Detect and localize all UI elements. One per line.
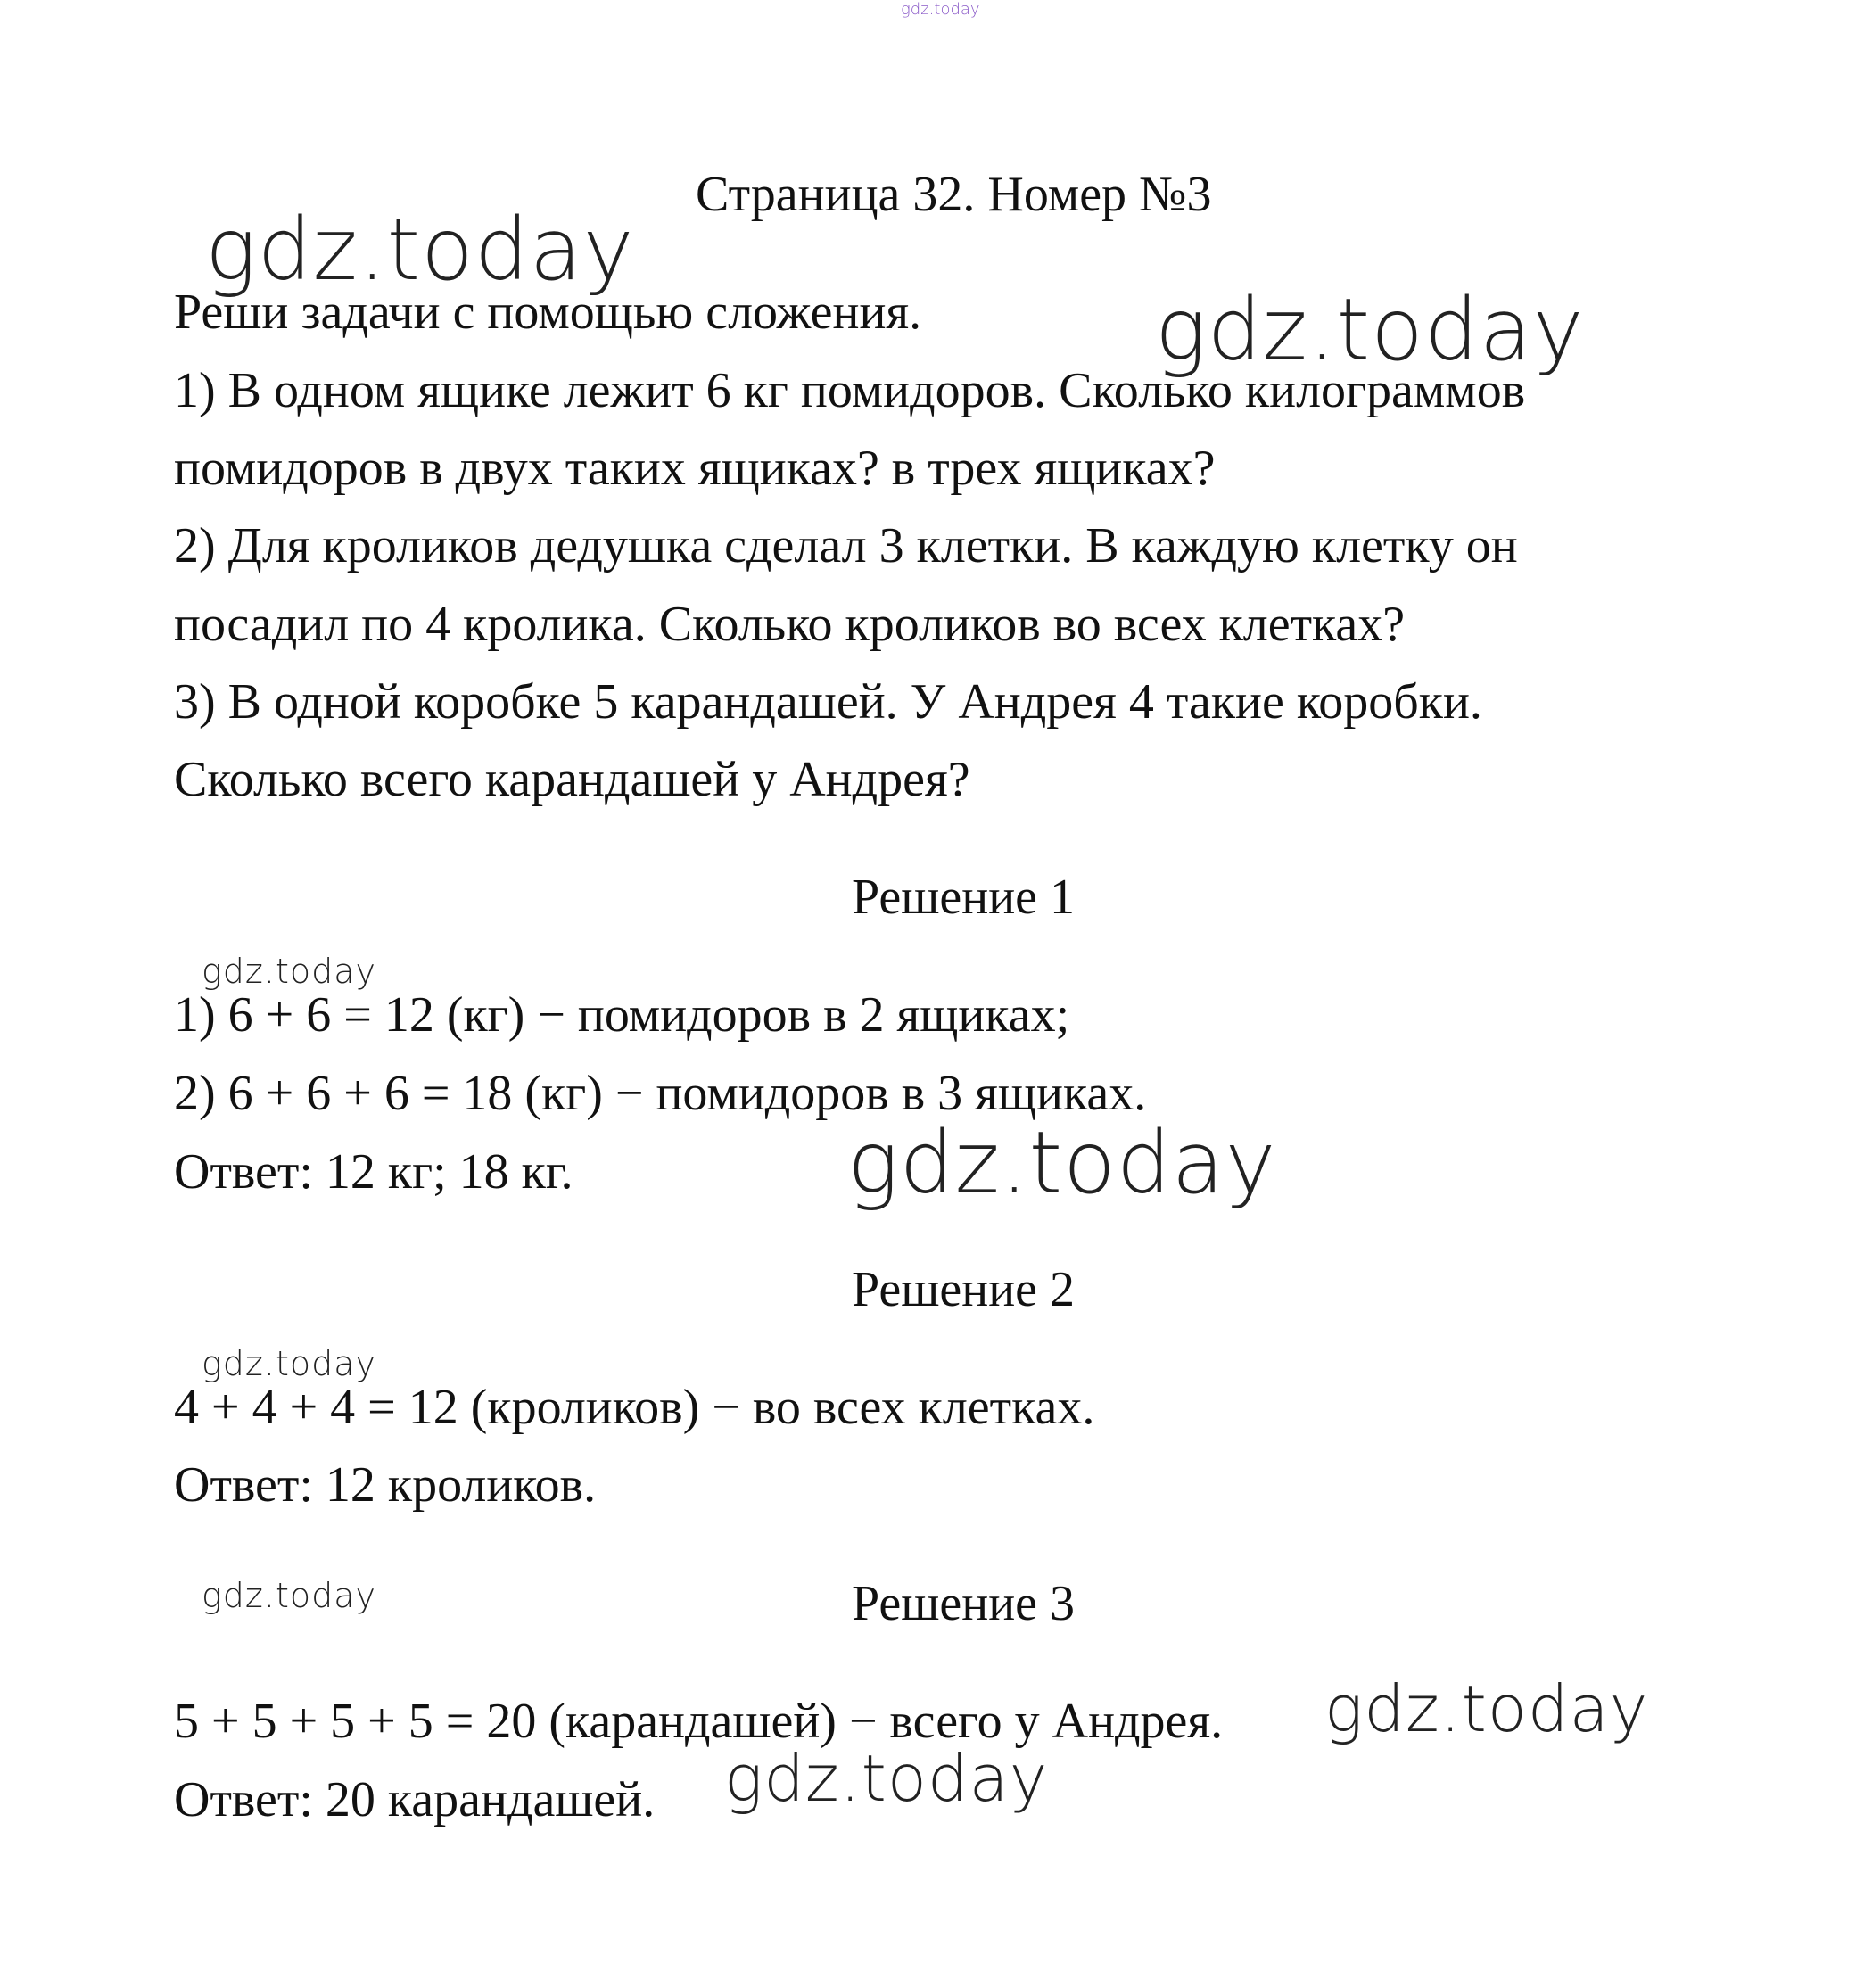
task-line: 1) В одном ящике лежит 6 кг помидоров. Сколько килограммов — [174, 363, 1526, 418]
watermark: gdz.today — [202, 1344, 376, 1383]
solution-answer: Ответ: 12 кроликов. — [174, 1457, 597, 1513]
solution-heading: Решение 1 — [852, 870, 1076, 925]
watermark: gdz.today — [202, 1576, 376, 1615]
watermark: gdz.today — [724, 1741, 1049, 1816]
task-line: помидоров в двух таких ящиках? в трех ящиках? — [174, 441, 1216, 496]
solution-answer: Ответ: 12 кг; 18 кг. — [174, 1144, 573, 1200]
solution-heading: Решение 2 — [852, 1262, 1076, 1317]
watermark: gdz.today — [1155, 280, 1585, 380]
solution-line: 5 + 5 + 5 + 5 = 20 (карандашей) − всего у Андрея. — [174, 1694, 1224, 1749]
page-title: Страница 32. Номер №3 — [696, 167, 1212, 222]
task-line: 2) Для кроликов дедушка сделал 3 клетки. В каждую клетку он — [174, 518, 1518, 573]
solution-line: 4 + 4 + 4 = 12 (кроликов) − во всех клетках. — [174, 1380, 1095, 1435]
watermark: gdz.today — [1324, 1671, 1649, 1746]
solution-line: 1) 6 + 6 = 12 (кг) − помидоров в 2 ящиках; — [174, 987, 1070, 1043]
solution-line: 2) 6 + 6 + 6 = 18 (кг) − помидоров в 3 ящиках. — [174, 1066, 1147, 1121]
task-line: Сколько всего карандашей у Андрея? — [174, 752, 970, 807]
watermark: gdz.today — [205, 200, 635, 300]
solution-answer: Ответ: 20 карандашей. — [174, 1772, 656, 1827]
watermark: gdz.today — [847, 1113, 1277, 1213]
task-intro: Реши задачи с помощью сложения. — [174, 285, 922, 340]
watermark-top: gdz.today — [901, 0, 980, 19]
watermark: gdz.today — [202, 952, 376, 991]
solution-heading: Решение 3 — [852, 1576, 1076, 1631]
task-line: посадил по 4 кролика. Сколько кроликов во всех клетках? — [174, 597, 1406, 652]
task-line: 3) В одной коробке 5 карандашей. У Андрея 4 такие коробки. — [174, 674, 1482, 730]
